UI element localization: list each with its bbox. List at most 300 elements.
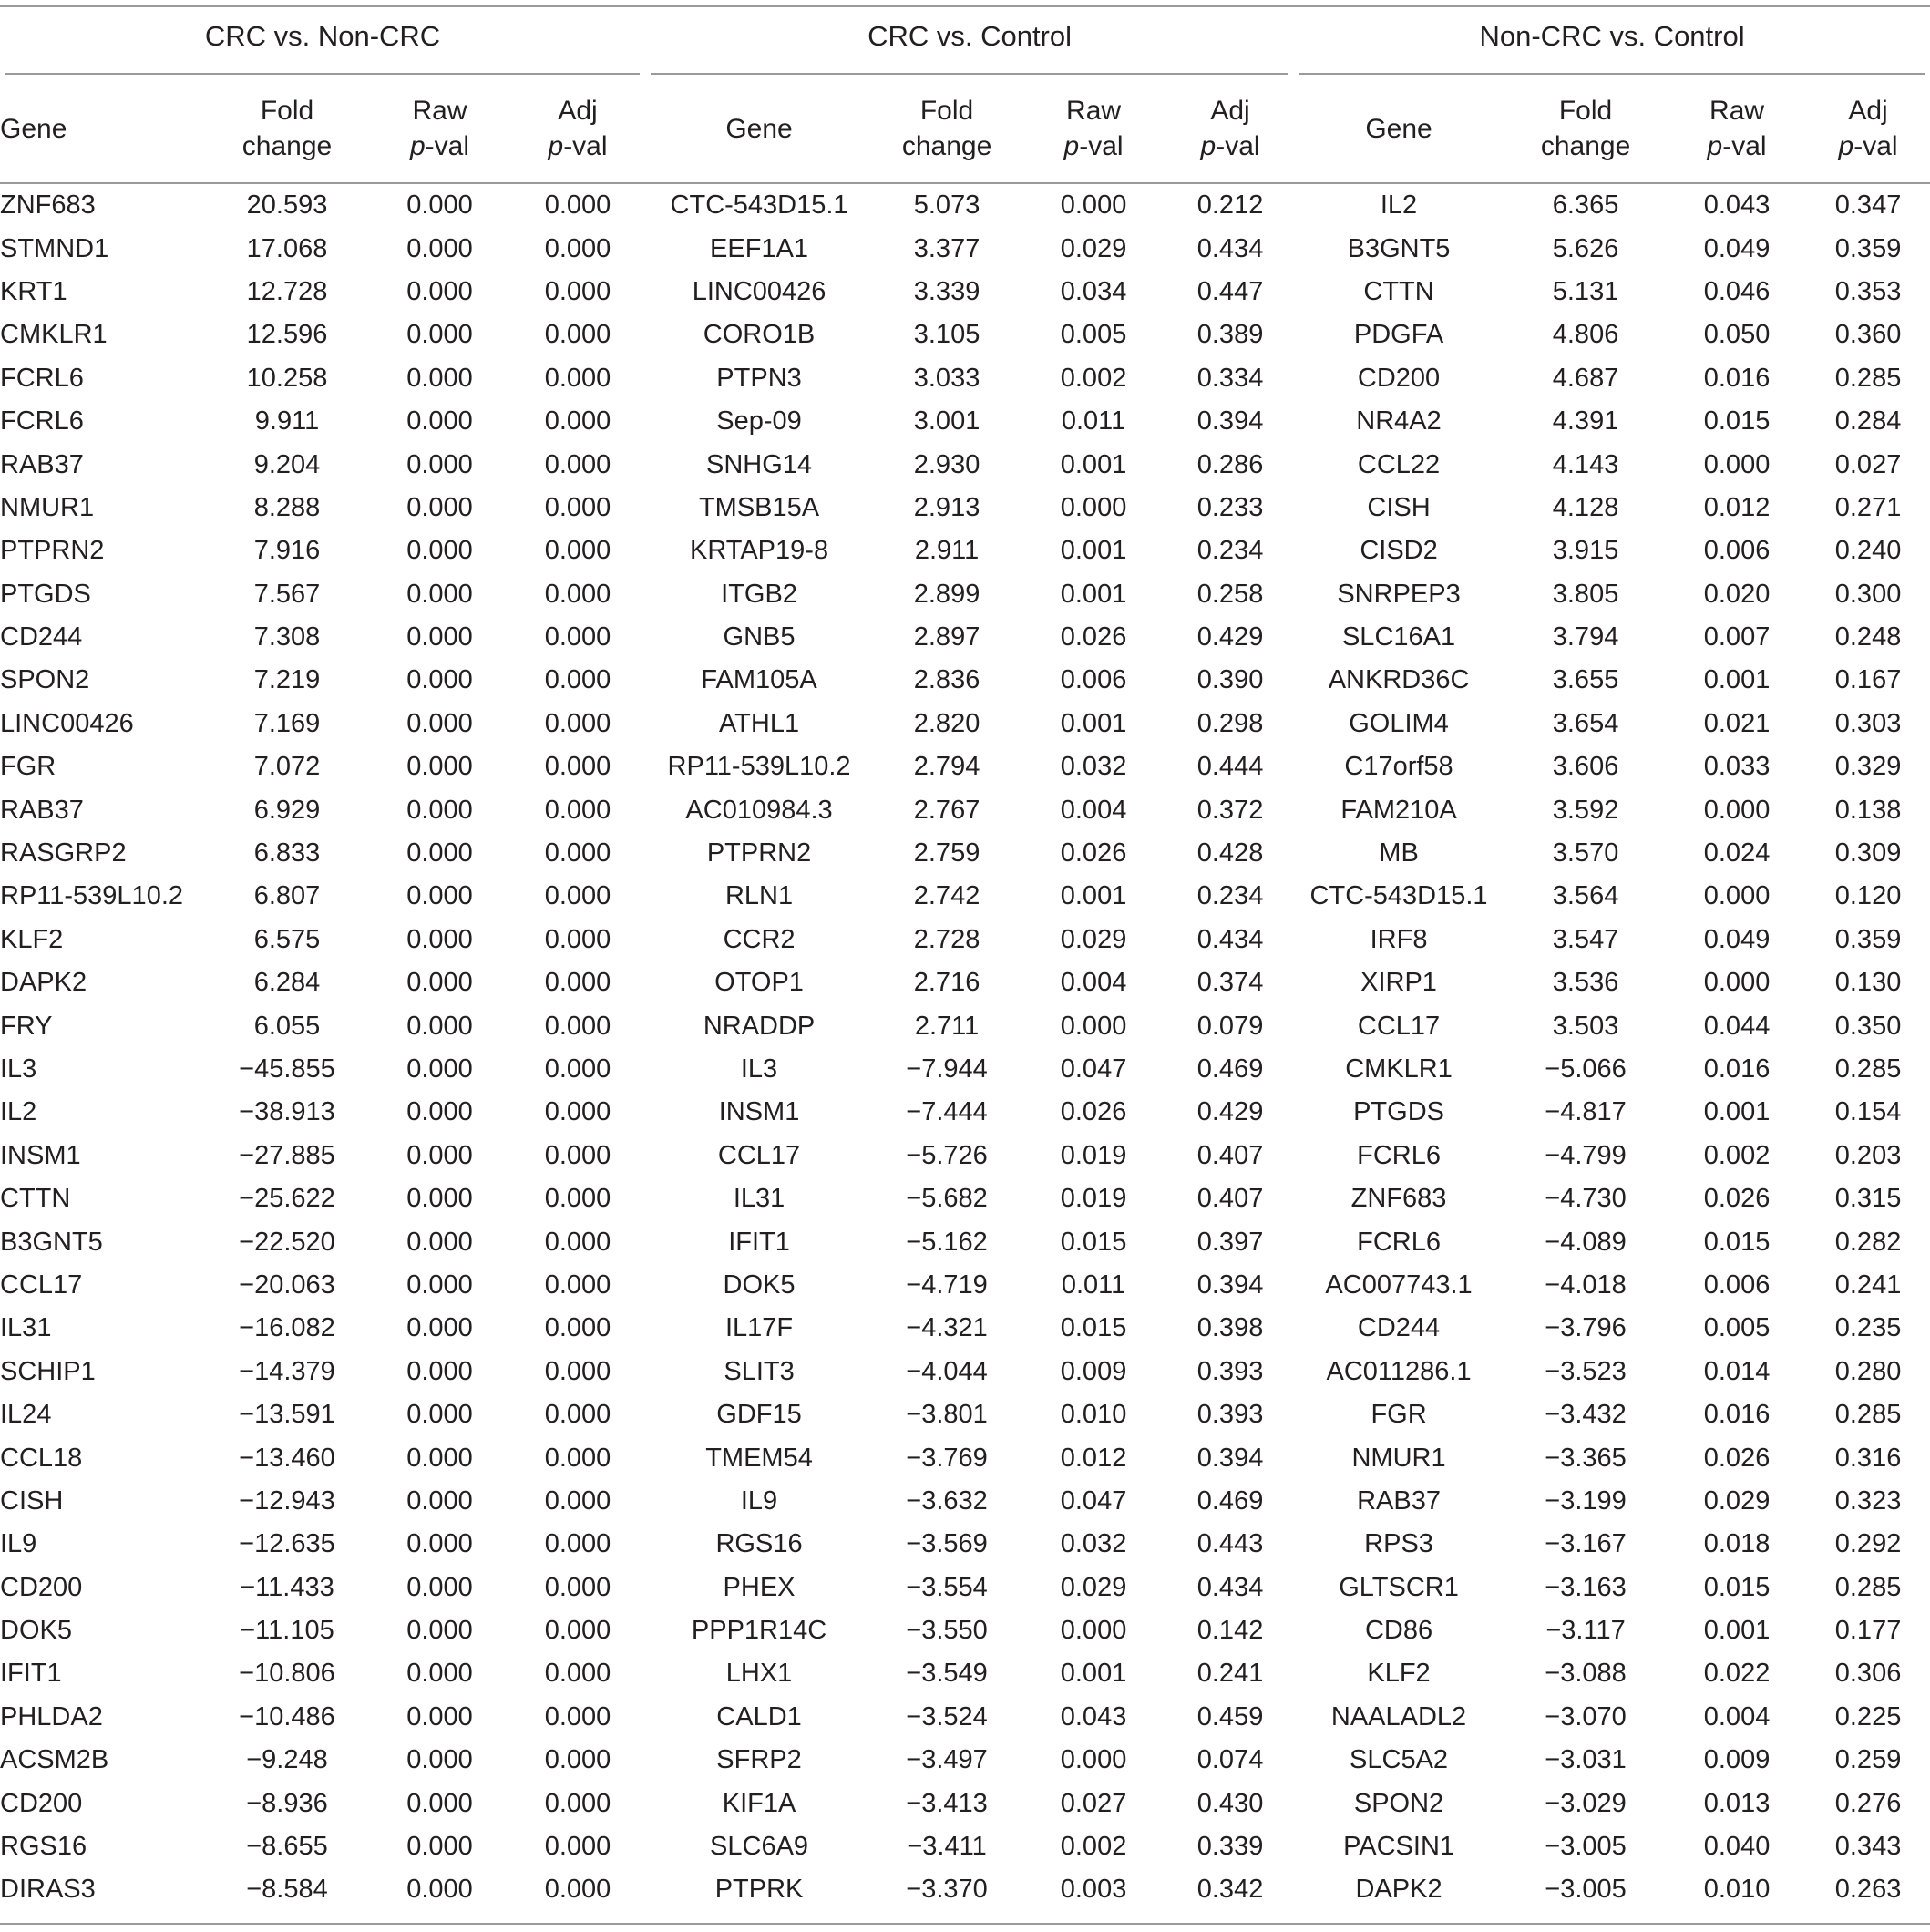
- cell-fold-change: −5.682: [906, 1184, 988, 1214]
- cell-fold-change: −3.550: [906, 1616, 988, 1646]
- cell-raw-p-val: 0.029: [1703, 1485, 1771, 1516]
- cell-gene: DOK5: [0, 1616, 72, 1646]
- header-line: Gene: [1365, 113, 1432, 144]
- header-line: Raw: [412, 96, 467, 126]
- cell-gene: FCRL6: [0, 363, 84, 393]
- cell-raw-p-val: 0.049: [1703, 924, 1771, 954]
- cell-adj-p-val: 0.000: [544, 1572, 611, 1602]
- cell-gene: SLC5A2: [1350, 1745, 1449, 1775]
- cell-adj-p-val: 0.000: [544, 795, 611, 825]
- cell-gene: IL31: [733, 1184, 785, 1214]
- cell-raw-p-val: 0.032: [1060, 1529, 1127, 1559]
- cell-raw-p-val: 0.000: [406, 838, 473, 868]
- table-row: [0, 1739, 1930, 1782]
- cell-fold-change: −3.199: [1545, 1485, 1627, 1516]
- cell-fold-change: −38.913: [239, 1097, 335, 1127]
- cell-gene: IFIT1: [0, 1659, 62, 1689]
- cell-raw-p-val: 0.000: [406, 1529, 473, 1559]
- cell-raw-p-val: 0.003: [1060, 1875, 1127, 1905]
- cell-fold-change: −10.486: [239, 1701, 335, 1732]
- cell-fold-change: −3.801: [906, 1400, 988, 1430]
- table-row: [0, 616, 1930, 659]
- cell-fold-change: −3.497: [906, 1745, 988, 1775]
- column-header-raw-p-val: [1668, 75, 1806, 183]
- cell-raw-p-val: 0.004: [1060, 968, 1127, 998]
- cell-raw-p-val: 0.000: [1703, 968, 1771, 998]
- cell-fold-change: −11.433: [240, 1572, 334, 1602]
- cell-gene: ATHL1: [718, 708, 800, 738]
- cell-gene: SLIT3: [724, 1356, 795, 1386]
- cell-adj-p-val: 0.469: [1196, 1485, 1264, 1516]
- cell-fold-change: 3.655: [1552, 665, 1619, 695]
- column-header-adj-p-val: [1806, 75, 1930, 183]
- cell-adj-p-val: 0.000: [544, 665, 611, 695]
- cell-gene: CD244: [0, 622, 83, 653]
- header-line: change: [901, 131, 992, 161]
- cell-adj-p-val: 0.234: [1196, 536, 1264, 566]
- cell-gene: PHLDA2: [0, 1701, 103, 1732]
- cell-raw-p-val: 0.000: [406, 924, 473, 954]
- cell-fold-change: −5.066: [1545, 1054, 1627, 1084]
- cell-raw-p-val: 0.000: [1703, 881, 1771, 911]
- cell-gene: IL3: [740, 1054, 778, 1084]
- cell-gene: RPS3: [1364, 1529, 1433, 1559]
- cell-raw-p-val: 0.043: [1060, 1701, 1127, 1732]
- cell-raw-p-val: 0.000: [406, 708, 473, 738]
- cell-gene: SPON2: [1353, 1788, 1444, 1818]
- cell-adj-p-val: 0.000: [544, 838, 611, 868]
- cell-raw-p-val: 0.022: [1703, 1659, 1771, 1689]
- cell-raw-p-val: 0.026: [1060, 838, 1127, 868]
- column-header-gene: [0, 75, 205, 183]
- cell-raw-p-val: 0.000: [1060, 492, 1127, 522]
- table-row: [0, 1393, 1930, 1436]
- cell-adj-p-val: 0.271: [1834, 492, 1902, 522]
- cell-gene: PTGDS: [0, 579, 91, 609]
- cell-fold-change: 2.897: [913, 622, 980, 653]
- table-body: [0, 183, 1930, 1912]
- cell-gene: B3GNT5: [0, 1227, 103, 1257]
- cell-fold-change: 3.805: [1552, 579, 1619, 609]
- cell-gene: RAB37: [1357, 1485, 1441, 1516]
- cell-raw-p-val: 0.012: [1703, 492, 1771, 522]
- cell-raw-p-val: 0.016: [1703, 1400, 1771, 1430]
- cell-gene: FCRL6: [1357, 1140, 1441, 1170]
- cell-fold-change: 7.169: [253, 708, 321, 738]
- cell-gene: OTOP1: [714, 968, 804, 998]
- cell-adj-p-val: 0.000: [544, 1616, 611, 1646]
- cell-fold-change: 2.711: [914, 1011, 980, 1041]
- cell-adj-p-val: 0.000: [544, 1400, 611, 1430]
- cell-raw-p-val: 0.029: [1060, 233, 1127, 263]
- cell-gene: CD200: [0, 1788, 83, 1818]
- cell-fold-change: 3.536: [1552, 968, 1619, 998]
- cell-gene: CISH: [1367, 492, 1431, 522]
- cell-fold-change: −3.413: [906, 1788, 988, 1818]
- cell-raw-p-val: 0.016: [1703, 1054, 1771, 1084]
- cell-gene: LHX1: [725, 1659, 793, 1689]
- cell-gene: CCR2: [723, 924, 796, 954]
- cell-adj-p-val: 0.000: [544, 536, 611, 566]
- cell-adj-p-val: 0.342: [1196, 1875, 1264, 1905]
- header-line: change: [241, 131, 333, 161]
- cell-fold-change: 3.547: [1552, 924, 1619, 954]
- cell-gene: KRT1: [0, 276, 67, 306]
- cell-adj-p-val: 0.306: [1834, 1659, 1902, 1689]
- cell-raw-p-val: 0.000: [406, 1356, 473, 1386]
- cell-gene: FAM105A: [701, 665, 817, 695]
- table-row: [0, 573, 1930, 616]
- cell-adj-p-val: 0.447: [1196, 276, 1264, 306]
- cell-gene: GNB5: [723, 622, 796, 653]
- cell-gene: FGR: [0, 752, 56, 782]
- cell-adj-p-val: 0.212: [1196, 190, 1264, 221]
- cell-adj-p-val: 0.347: [1834, 190, 1902, 221]
- cell-adj-p-val: 0.309: [1834, 838, 1902, 868]
- cell-raw-p-val: 0.000: [406, 1097, 473, 1127]
- header-line: Raw: [1066, 96, 1122, 126]
- cell-fold-change: −10.806: [239, 1659, 335, 1689]
- cell-gene: CD86: [1364, 1616, 1433, 1646]
- cell-fold-change: 4.806: [1552, 320, 1619, 350]
- cell-raw-p-val: 0.019: [1060, 1184, 1127, 1214]
- column-header-adj-p-val: [510, 75, 645, 183]
- cell-adj-p-val: 0.390: [1196, 665, 1264, 695]
- cell-raw-p-val: 0.000: [406, 1269, 473, 1300]
- cell-gene: C17orf58: [1344, 752, 1453, 782]
- cell-gene: CMKLR1: [0, 320, 108, 350]
- cell-gene: CCL18: [0, 1443, 83, 1473]
- cell-fold-change: −4.321: [906, 1313, 988, 1343]
- cell-adj-p-val: 0.276: [1834, 1788, 1902, 1818]
- cell-fold-change: 3.570: [1552, 838, 1619, 868]
- cell-adj-p-val: 0.000: [544, 320, 611, 350]
- cell-fold-change: 2.716: [913, 968, 980, 998]
- cell-raw-p-val: 0.000: [406, 1140, 473, 1170]
- cell-raw-p-val: 0.000: [406, 622, 473, 653]
- cell-raw-p-val: 0.001: [1060, 449, 1127, 479]
- cell-fold-change: 7.567: [253, 579, 321, 609]
- cell-fold-change: −3.005: [1545, 1832, 1627, 1862]
- cell-fold-change: 3.915: [1552, 536, 1619, 566]
- cell-fold-change: −20.063: [239, 1269, 335, 1300]
- cell-adj-p-val: 0.259: [1834, 1745, 1902, 1775]
- cell-adj-p-val: 0.130: [1834, 968, 1902, 998]
- cell-fold-change: −22.520: [239, 1227, 335, 1257]
- cell-adj-p-val: 0.393: [1196, 1356, 1264, 1386]
- cell-adj-p-val: 0.142: [1196, 1616, 1264, 1646]
- cell-adj-p-val: 0.285: [1834, 1572, 1902, 1602]
- cell-adj-p-val: 0.000: [544, 1701, 611, 1732]
- table-row: [0, 1351, 1930, 1393]
- cell-adj-p-val: 0.000: [544, 1097, 611, 1127]
- cell-adj-p-val: 0.323: [1834, 1485, 1902, 1516]
- cell-fold-change: 2.767: [913, 795, 980, 825]
- cell-adj-p-val: 0.233: [1196, 492, 1264, 522]
- cell-adj-p-val: 0.000: [544, 1659, 611, 1689]
- cell-raw-p-val: 0.018: [1703, 1529, 1771, 1559]
- cell-raw-p-val: 0.000: [406, 449, 473, 479]
- cell-gene: INSM1: [0, 1140, 81, 1170]
- cell-adj-p-val: 0.428: [1196, 838, 1264, 868]
- cell-gene: RGS16: [0, 1832, 87, 1862]
- cell-gene: CISD2: [1360, 536, 1438, 566]
- column-header-gene: [645, 75, 873, 183]
- cell-raw-p-val: 0.000: [1060, 1745, 1127, 1775]
- header-line: Adj: [1848, 96, 1888, 126]
- cell-raw-p-val: 0.010: [1703, 1875, 1771, 1905]
- cell-fold-change: −3.088: [1545, 1659, 1627, 1689]
- cell-raw-p-val: 0.040: [1703, 1832, 1771, 1862]
- cell-gene: TMSB15A: [698, 492, 820, 522]
- cell-fold-change: −3.524: [906, 1701, 988, 1732]
- cell-adj-p-val: 0.000: [544, 363, 611, 393]
- cell-adj-p-val: 0.027: [1834, 449, 1902, 479]
- cell-fold-change: 3.606: [1552, 752, 1619, 782]
- cell-raw-p-val: 0.000: [406, 752, 473, 782]
- cell-raw-p-val: 0.021: [1703, 708, 1771, 738]
- cell-raw-p-val: 0.012: [1060, 1443, 1127, 1473]
- cell-fold-change: 20.593: [246, 190, 328, 221]
- cell-raw-p-val: 0.001: [1703, 1616, 1771, 1646]
- cell-fold-change: 6.833: [253, 838, 321, 868]
- cell-adj-p-val: 0.429: [1196, 1097, 1264, 1127]
- cell-fold-change: −16.082: [239, 1313, 335, 1343]
- cell-fold-change: 3.377: [913, 233, 980, 263]
- cell-raw-p-val: 0.006: [1703, 1269, 1771, 1300]
- cell-gene: EEF1A1: [710, 233, 809, 263]
- table-row: [0, 1609, 1930, 1652]
- cell-adj-p-val: 0.241: [1196, 1659, 1264, 1689]
- cell-gene: PTGDS: [1353, 1097, 1444, 1127]
- cell-gene: NAALADL2: [1330, 1701, 1467, 1732]
- table-row: [0, 227, 1930, 270]
- group-header-non-crc-vs-control: [1294, 0, 1930, 75]
- cell-gene: IL31: [0, 1313, 52, 1343]
- cell-fold-change: −3.569: [906, 1529, 988, 1559]
- cell-gene: PPP1R14C: [691, 1616, 827, 1646]
- cell-adj-p-val: 0.000: [544, 190, 611, 221]
- cell-adj-p-val: 0.000: [544, 1184, 611, 1214]
- cell-raw-p-val: 0.000: [406, 1054, 473, 1084]
- cell-raw-p-val: 0.000: [406, 1832, 473, 1862]
- cell-raw-p-val: 0.000: [406, 1572, 473, 1602]
- cell-fold-change: −4.799: [1545, 1140, 1627, 1170]
- cell-fold-change: 4.143: [1552, 449, 1619, 479]
- cell-raw-p-val: 0.011: [1061, 1269, 1126, 1300]
- table-row: [0, 1696, 1930, 1739]
- cell-adj-p-val: 0.394: [1196, 1443, 1264, 1473]
- cell-fold-change: 7.072: [253, 752, 321, 782]
- cell-adj-p-val: 0.389: [1196, 320, 1264, 350]
- cell-adj-p-val: 0.177: [1834, 1616, 1902, 1646]
- cell-raw-p-val: 0.000: [406, 1011, 473, 1041]
- cell-raw-p-val: 0.000: [406, 406, 473, 437]
- group-label: CRC vs. Control: [651, 0, 1288, 75]
- cell-fold-change: −3.117: [1545, 1616, 1626, 1646]
- cell-raw-p-val: 0.000: [406, 1788, 473, 1818]
- cell-fold-change: 3.654: [1552, 708, 1619, 738]
- cell-fold-change: −3.167: [1545, 1529, 1627, 1559]
- cell-adj-p-val: 0.303: [1834, 708, 1902, 738]
- cell-gene: AC007743.1: [1325, 1269, 1473, 1300]
- cell-adj-p-val: 0.000: [544, 1485, 611, 1516]
- cell-fold-change: −9.248: [246, 1745, 328, 1775]
- cell-adj-p-val: 0.407: [1196, 1184, 1264, 1214]
- table-row: [0, 832, 1930, 875]
- cell-adj-p-val: 0.000: [544, 492, 611, 522]
- cell-adj-p-val: 0.459: [1196, 1701, 1264, 1732]
- cell-raw-p-val: 0.047: [1060, 1054, 1127, 1084]
- cell-adj-p-val: 0.000: [544, 1011, 611, 1041]
- cell-gene: CD200: [1357, 363, 1441, 393]
- cell-adj-p-val: 0.285: [1834, 1400, 1902, 1430]
- cell-fold-change: 8.288: [253, 492, 321, 522]
- cell-raw-p-val: 0.000: [406, 1485, 473, 1516]
- cell-raw-p-val: 0.027: [1060, 1788, 1127, 1818]
- cell-fold-change: −8.655: [246, 1832, 328, 1862]
- cell-adj-p-val: 0.000: [544, 1227, 611, 1257]
- cell-adj-p-val: 0.000: [544, 406, 611, 437]
- cell-raw-p-val: 0.001: [1060, 881, 1127, 911]
- cell-raw-p-val: 0.029: [1060, 924, 1127, 954]
- cell-raw-p-val: 0.043: [1703, 190, 1771, 221]
- table-row: [0, 919, 1930, 961]
- cell-fold-change: 12.596: [246, 320, 328, 350]
- table-row: [0, 1567, 1930, 1609]
- cell-raw-p-val: 0.000: [406, 233, 473, 263]
- cell-gene: ITGB2: [721, 579, 797, 609]
- cell-gene: KLF2: [0, 924, 64, 954]
- cell-raw-p-val: 0.011: [1061, 406, 1126, 437]
- column-header-fold-change: [1504, 75, 1668, 183]
- table-row: [0, 1307, 1930, 1350]
- cell-gene: PDGFA: [1353, 320, 1444, 350]
- cell-fold-change: 2.836: [913, 665, 980, 695]
- header-line: Adj: [1210, 96, 1250, 126]
- cell-adj-p-val: 0.430: [1196, 1788, 1264, 1818]
- cell-fold-change: −3.365: [1545, 1443, 1627, 1473]
- cell-raw-p-val: 0.001: [1060, 1659, 1127, 1689]
- cell-gene: CCL22: [1357, 449, 1441, 479]
- cell-gene: INSM1: [718, 1097, 800, 1127]
- cell-adj-p-val: 0.298: [1196, 708, 1264, 738]
- cell-gene: CORO1B: [703, 320, 816, 350]
- cell-gene: IL2: [0, 1097, 37, 1127]
- cell-adj-p-val: 0.315: [1834, 1184, 1902, 1214]
- cell-adj-p-val: 0.372: [1196, 795, 1264, 825]
- cell-fold-change: 3.033: [913, 363, 980, 393]
- cell-adj-p-val: 0.374: [1196, 968, 1264, 998]
- cell-gene: IL9: [740, 1485, 778, 1516]
- cell-adj-p-val: 0.434: [1196, 924, 1264, 954]
- cell-raw-p-val: 0.000: [406, 795, 473, 825]
- cell-raw-p-val: 0.034: [1060, 276, 1127, 306]
- cell-fold-change: −4.044: [906, 1356, 988, 1386]
- cell-raw-p-val: 0.009: [1703, 1745, 1771, 1775]
- cell-adj-p-val: 0.334: [1196, 363, 1264, 393]
- cell-fold-change: 3.001: [913, 406, 980, 437]
- cell-raw-p-val: 0.046: [1703, 276, 1771, 306]
- cell-adj-p-val: 0.000: [544, 449, 611, 479]
- header-line: p-val: [409, 131, 470, 161]
- cell-adj-p-val: 0.339: [1196, 1832, 1264, 1862]
- cell-gene: IL9: [0, 1529, 37, 1559]
- cell-fold-change: −3.796: [1545, 1313, 1627, 1343]
- cell-raw-p-val: 0.009: [1060, 1356, 1127, 1386]
- cell-fold-change: −7.444: [906, 1097, 988, 1127]
- cell-raw-p-val: 0.005: [1703, 1313, 1771, 1343]
- cell-fold-change: −11.105: [240, 1616, 334, 1646]
- cell-gene: AC011286.1: [1326, 1356, 1472, 1386]
- table-row: [0, 1004, 1930, 1047]
- cell-gene: SCHIP1: [0, 1356, 96, 1386]
- cell-gene: DAPK2: [0, 968, 87, 998]
- cell-fold-change: 4.687: [1552, 363, 1619, 393]
- cell-fold-change: −13.591: [239, 1400, 335, 1430]
- cell-fold-change: 3.564: [1552, 881, 1619, 911]
- table-row: [0, 659, 1930, 702]
- cell-gene: SLC16A1: [1341, 622, 1456, 653]
- cell-fold-change: −4.719: [906, 1269, 988, 1300]
- table-row: [0, 1480, 1930, 1523]
- cell-adj-p-val: 0.286: [1196, 449, 1264, 479]
- cell-raw-p-val: 0.000: [406, 1400, 473, 1430]
- cell-gene: IL17F: [724, 1313, 794, 1343]
- cell-gene: PHEX: [723, 1572, 796, 1602]
- cell-gene: RAB37: [0, 449, 84, 479]
- cell-fold-change: −3.632: [906, 1485, 988, 1516]
- cell-adj-p-val: 0.360: [1834, 320, 1902, 350]
- cell-gene: CTC-543D15.1: [670, 190, 848, 221]
- cell-raw-p-val: 0.000: [406, 1745, 473, 1775]
- cell-raw-p-val: 0.000: [406, 1227, 473, 1257]
- cell-fold-change: −3.163: [1545, 1572, 1627, 1602]
- cell-adj-p-val: 0.258: [1196, 579, 1264, 609]
- cell-gene: CTTN: [1363, 276, 1434, 306]
- cell-fold-change: 4.128: [1552, 492, 1619, 522]
- cell-fold-change: 2.742: [913, 881, 980, 911]
- cell-adj-p-val: 0.292: [1834, 1529, 1902, 1559]
- cell-gene: CCL17: [1357, 1011, 1441, 1041]
- cell-gene: GOLIM4: [1349, 708, 1449, 738]
- cell-adj-p-val: 0.429: [1196, 622, 1264, 653]
- table-row: [0, 1523, 1930, 1566]
- cell-raw-p-val: 0.015: [1703, 406, 1771, 437]
- cell-raw-p-val: 0.001: [1703, 665, 1771, 695]
- table-row: [0, 487, 1930, 529]
- cell-fold-change: −5.162: [906, 1227, 988, 1257]
- cell-gene: PTPN3: [716, 363, 802, 393]
- cell-fold-change: −14.379: [239, 1356, 335, 1386]
- table-row: [0, 271, 1930, 313]
- cell-adj-p-val: 0.393: [1196, 1400, 1264, 1430]
- header-line: change: [1540, 131, 1631, 161]
- table-row: [0, 745, 1930, 788]
- cell-gene: CISH: [0, 1485, 64, 1516]
- cell-adj-p-val: 0.240: [1834, 536, 1902, 566]
- cell-raw-p-val: 0.005: [1060, 320, 1127, 350]
- column-header-gene: [1294, 75, 1504, 183]
- cell-raw-p-val: 0.006: [1060, 665, 1127, 695]
- cell-fold-change: 3.503: [1552, 1011, 1619, 1041]
- cell-raw-p-val: 0.006: [1703, 536, 1771, 566]
- cell-gene: CCL17: [0, 1269, 83, 1300]
- cell-fold-change: −4.089: [1545, 1227, 1627, 1257]
- column-header-raw-p-val: [369, 75, 510, 183]
- cell-adj-p-val: 0.000: [544, 1443, 611, 1473]
- cell-adj-p-val: 0.203: [1834, 1140, 1902, 1170]
